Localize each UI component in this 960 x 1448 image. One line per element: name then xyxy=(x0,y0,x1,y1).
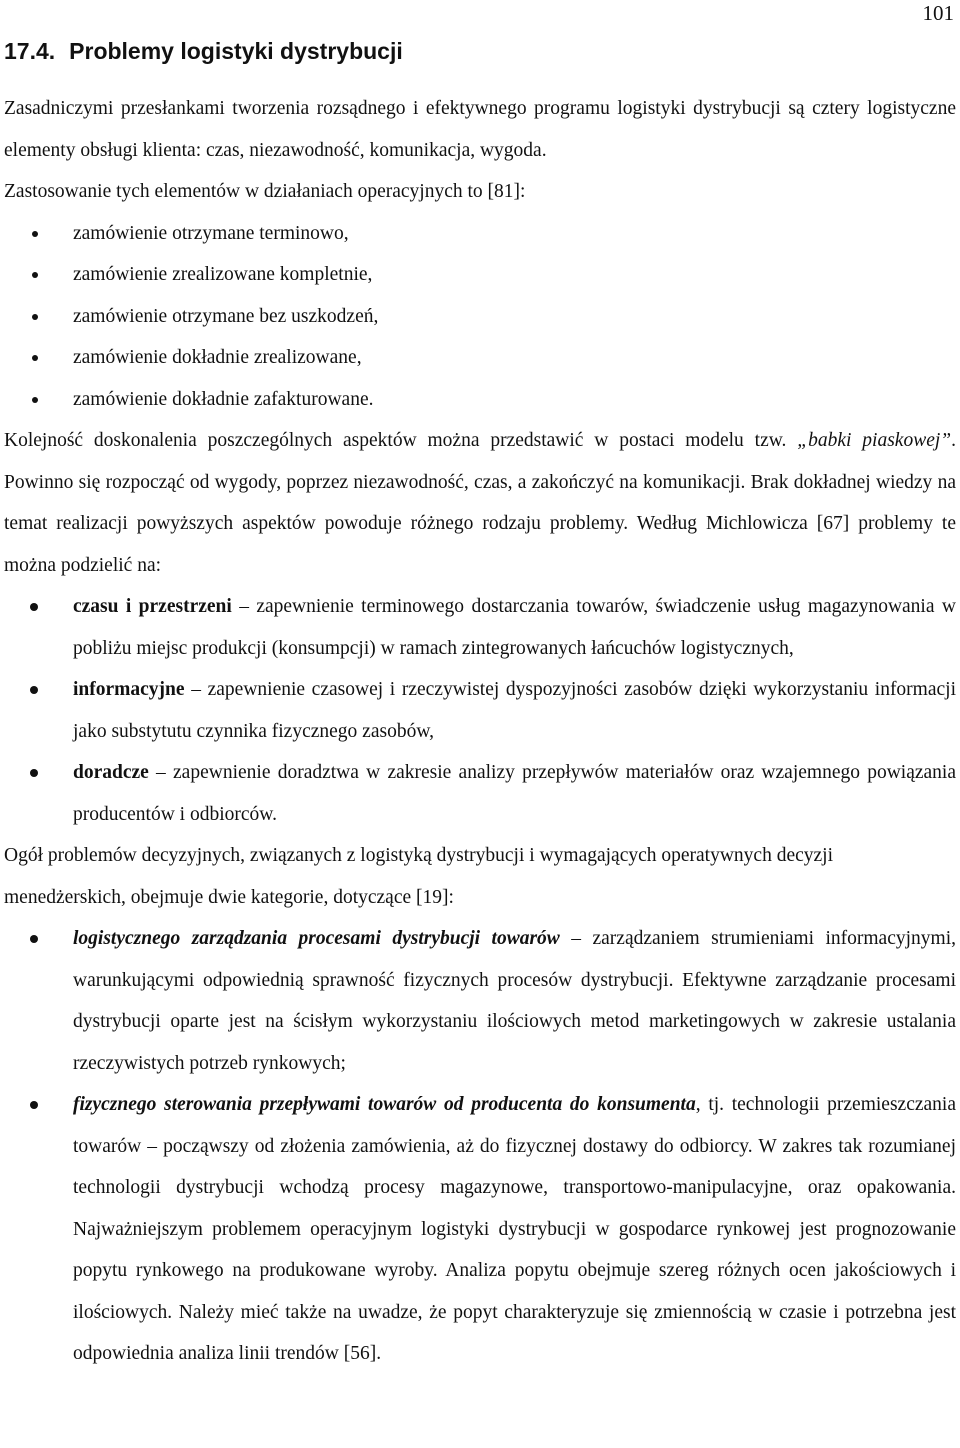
list-item xyxy=(4,586,956,669)
order-requirements-list xyxy=(4,213,956,421)
decision-categories-list xyxy=(4,918,956,1375)
list-item: zamówienie dokładnie zafakturowane. xyxy=(4,379,956,421)
list-item: zamówienie otrzymane terminowo, xyxy=(4,213,956,255)
list-item: zamówienie dokładnie zrealizowane, xyxy=(4,337,956,379)
list-item xyxy=(4,918,956,1084)
problem-categories-list xyxy=(4,586,956,835)
list-item-term: czasu i przestrzeni xyxy=(73,596,232,617)
section-number: 17.4. xyxy=(4,38,56,64)
list-item-text: , tj. technologii przemieszczania towarów – począwszy od złożenia zamówienia, aż do fizycznej dostawy do odbiorcy. W zakres tak rozumianej technologii dystrybucji wchodzą procesy magazynowe, transportowo-manipulacyjne, oraz opakowania. Najważniejszym problemem operacyjnym logistyki dystrybucji w gospodarce rynkowej jest prognozowanie popytu rynkowego na produkowane wyroby. Analiza popytu obejmuje szereg różnych ocen jakościowych i ilościowych. Należy mieć także na uwadze, że popyt charakteryzuje się zmiennością w czasie i potrzebna jest odpowiednia analiza linii trendów [56]. xyxy=(73,1094,956,1364)
list-item: zamówienie otrzymane bez uszkodzeń, xyxy=(4,296,956,338)
list-item xyxy=(4,1084,956,1375)
intro-paragraph: Zasadniczymi przesłankami tworzenia rozsądnego i efektywnego programu logistyki dystrybucji są cztery logistyczne elementy obsługi klienta: czas, niezawodność, komunikacja, wygoda. xyxy=(4,98,956,161)
section-title: Problemy logistyki dystrybucji xyxy=(69,38,403,64)
list-item-text: – zarządzaniem strumieniami informacyjnymi, warunkującymi odpowiednią sprawność fizycznych procesów dystrybucji. Efektywne zarządzanie procesami dystrybucji oparte jest na ścisłym wykorzystaniu ilościowych metod marketingowych w zakresie ustalania rzeczywistych potrzeb rynkowych; xyxy=(73,928,956,1074)
hourglass-model-paragraph xyxy=(4,420,956,586)
decision-problems-paragraph: Ogół problemów decyzyjnych, związanych z logistyką dystrybucji i wymagających operatywnych decyzji menedżerskich, obejmuje dwie kategorie, dotyczące [19]: xyxy=(4,845,834,908)
list-item-text: – zapewnienie czasowej i rzeczywistej dyspozyjności zasobów dzięki wykorzystaniu informacji jako substytutu czynnika fizycznego zasobów, xyxy=(73,679,956,742)
list-item-text: – zapewnienie doradztwa w zakresie analizy przepływów materiałów oraz wzajemnego powiązania producentów i odbiorców. xyxy=(73,762,956,825)
list-item-term: fizycznego sterowania przepływami towarów od producenta do konsumenta xyxy=(73,1094,696,1115)
section-heading xyxy=(4,36,403,66)
model-text-after: . Powinno się rozpocząć od wygody, poprzez niezawodność, czas, a zakończyć na komunikacji. Brak dokładnej wiedzy na temat realizacji powyższych aspektów powoduje różnego rodzaju problemy. Według Michlowicza [67] problemy te można podzielić na: xyxy=(4,430,956,576)
document-body xyxy=(4,88,956,1375)
list-item-term: informacyjne xyxy=(73,679,185,700)
list-item-text: – zapewnienie terminowego dostarczania towarów, świadczenie usług magazynowania w pobliżu miejsc produkcji (konsumpcji) w ramach zintegrowanych łańcuchów logistycznych, xyxy=(73,596,956,659)
application-paragraph: Zastosowanie tych elementów w działaniach operacyjnych to [81]: xyxy=(4,181,526,202)
list-item: zamówienie zrealizowane kompletnie, xyxy=(4,254,956,296)
list-item xyxy=(4,669,956,752)
page-number: 101 xyxy=(922,1,954,25)
list-item xyxy=(4,752,956,835)
list-item-term: doradcze xyxy=(73,762,149,783)
model-text-before: Kolejność doskonalenia poszczególnych aspektów można przedstawić w postaci modelu tzw. xyxy=(4,430,798,451)
model-name: „babki piaskowej” xyxy=(797,430,952,451)
list-item-term: logistycznego zarządzania procesami dystrybucji towarów xyxy=(73,928,560,949)
